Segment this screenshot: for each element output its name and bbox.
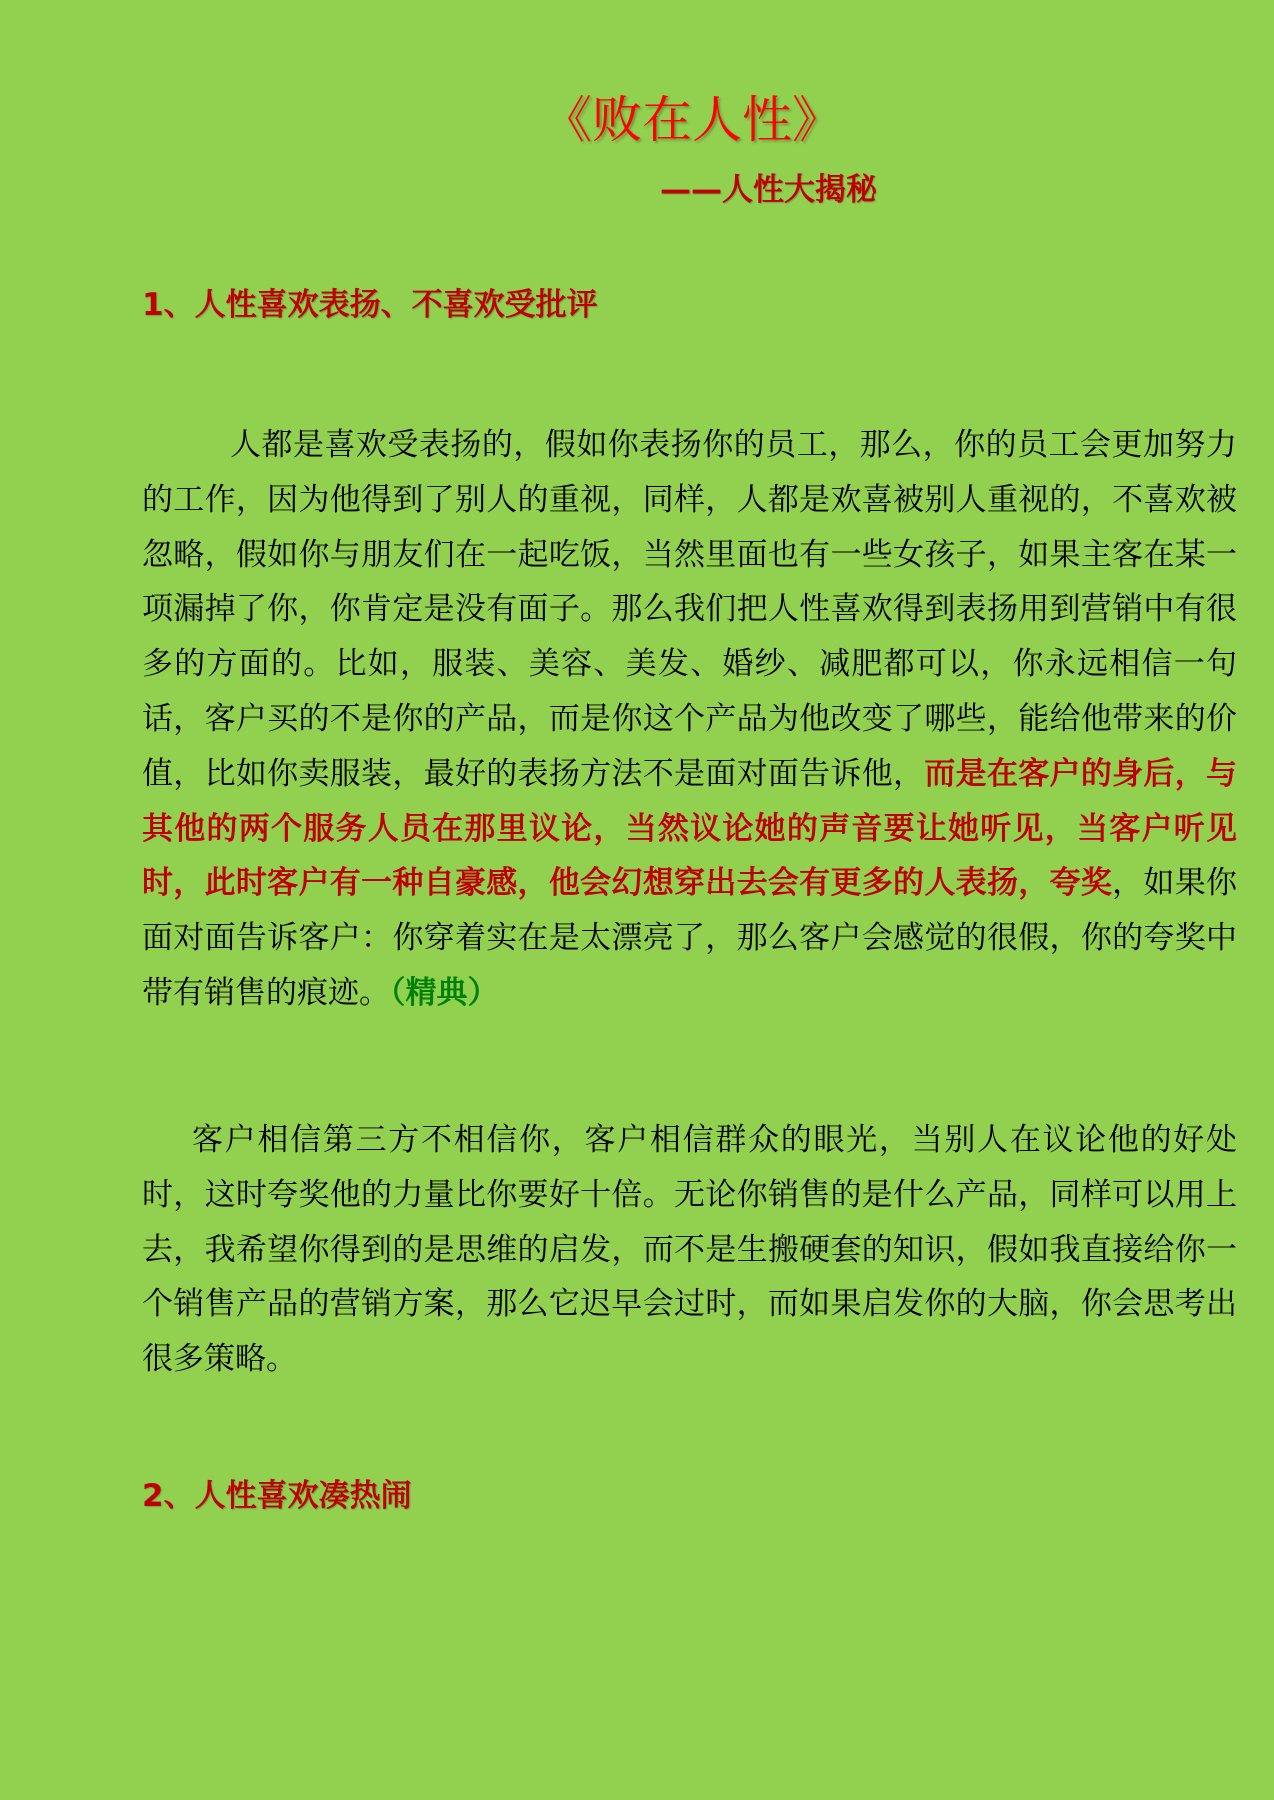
document-title — [0, 88, 1274, 152]
section-1-paragraph-1 — [142, 418, 1237, 1021]
paragraph-text: 人都是喜欢受表扬的，假如你表扬你的员工，那么，你的员工会更加努力的工作，因为他得到了别人的重视，同样，人都是欢喜被别人重视的，不喜欢被忽略，假如你与朋友们在一起吃饭，当然里面也有一些女孩子，如果主客在某一项漏掉了你，你肯定是没有面子。那么我们把人性喜欢得到表扬用到营销中有很多的方面的。比如，服装、美容、美发、婚纱、减肥都可以，你永远相信一句话，客户买的不是你的产品，而是你这个产品为他改变了哪些，能给他带来的价值，比如你卖服装，最好的表扬方法不是面对面告诉他， — [142, 427, 1237, 792]
highlighted-text: 而是在客户的身后，与其他的两个服务人员在那里议论，当然议论她的声音要让她听见，当客户听见时，此时客户有一种自豪感，他会幻想穿出去会有更多的人表扬，夸奖 — [142, 755, 1238, 902]
document-subtitle: ——人性大揭秘 — [660, 172, 877, 208]
section-2-heading: 2、人性喜欢凑热闹 — [142, 1478, 412, 1514]
document-title-text: 《败在人性》 — [542, 91, 842, 149]
note-label: （精典） — [390, 974, 499, 1011]
section-1-paragraph-2: 客户相信第三方不相信你，客户相信群众的眼光，当别人在议论他的好处时，这时夸奖他的力量比你要好十倍。无论你销售的是什么产品，同样可以用上去，我希望你得到的是思维的启发，而不是生搬硬套的知识，假如我直接给你一个销售产品的营销方案，那么它迟早会过时，而如果启发你的大脑，你会思考出很多策略。 — [142, 1122, 1237, 1378]
paragraph-text-continued: ，如果你面对面告诉客户：你穿着实在是太漂亮了，那么客户会感觉的很假，你的夸奖中带有销售的痕迹。 — [142, 865, 1238, 1011]
section-1-heading: 1、人性喜欢表扬、不喜欢受批评 — [142, 287, 598, 323]
